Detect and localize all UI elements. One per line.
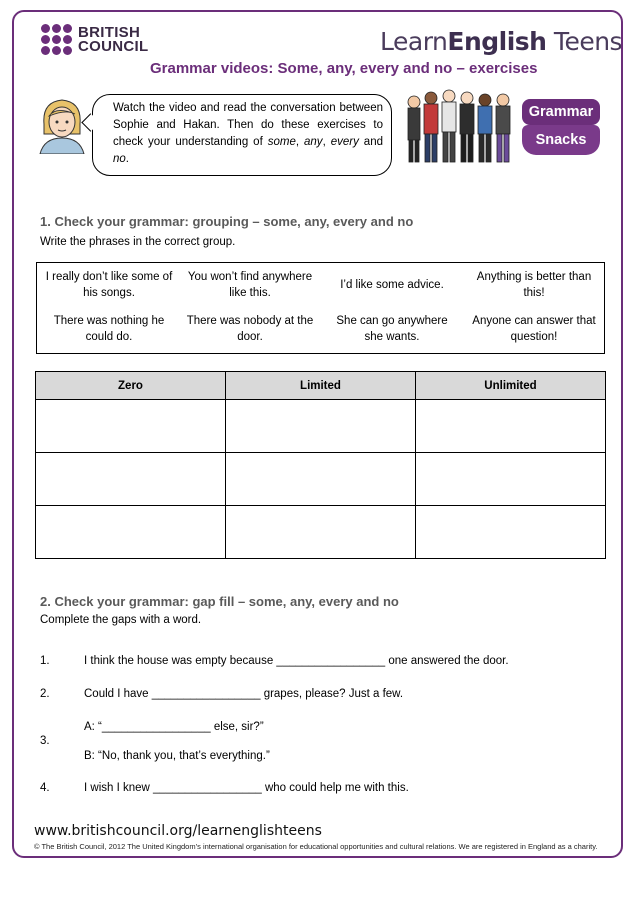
- gap-item-number: 1.: [40, 655, 50, 667]
- sophie-avatar-icon: [36, 94, 88, 154]
- grouping-table: [35, 371, 606, 559]
- gap-item-number: 2.: [40, 688, 50, 700]
- answer-cell[interactable]: [226, 400, 416, 453]
- bc-logo-line2: COUNCIL: [78, 37, 149, 55]
- intro-text: Watch the video and read the conversation between Sophie and Hakan. Then do these exercises to check your understanding of some, any, every and no.: [113, 102, 383, 165]
- section1-title: 1. Check your grammar: grouping – some, any, every and no: [40, 214, 414, 229]
- phrase-box: [36, 262, 605, 354]
- answer-cell[interactable]: [416, 453, 606, 506]
- table-row: [36, 506, 606, 559]
- column-header-zero: Zero: [36, 372, 226, 400]
- le-logo-part2: English: [447, 27, 547, 56]
- le-logo-part3: Teens: [546, 27, 623, 56]
- bc-logo-line1: BRITISH: [78, 23, 141, 41]
- footer-copyright: © The British Council, 2012 The United Kingdom’s international organisation for educational opportunities and cultural relations. We are registered in England as a charity.: [34, 842, 598, 851]
- gap-item-line-a: A: “_________________ else, sir?”: [84, 721, 264, 733]
- table-row: [36, 400, 606, 453]
- phrase-item: You won’t find anywhere like this.: [187, 271, 313, 299]
- footer-url[interactable]: www.britishcouncil.org/learnenglishteens: [34, 823, 322, 839]
- column-header-unlimited: Unlimited: [416, 372, 606, 400]
- gap-item-text: Could I have _________________ grapes, please? Just a few.: [84, 688, 404, 700]
- section1-subtitle: Write the phrases in the correct group.: [40, 236, 236, 248]
- answer-cell[interactable]: [36, 400, 226, 453]
- phrase-item: Anyone can answer that question!: [472, 315, 596, 343]
- gap-item-text: I wish I knew _________________ who could help me with this.: [84, 782, 409, 794]
- phrase-item: I’d like some advice.: [340, 279, 444, 291]
- grammar-snacks-logo: [522, 99, 600, 159]
- british-council-dots-icon: [41, 24, 72, 55]
- phrase-item: There was nothing he could do.: [53, 315, 165, 343]
- answer-cell[interactable]: [416, 400, 606, 453]
- phrase-item: I really don’t like some of his songs.: [45, 271, 173, 299]
- snacks-bottom-label: Snacks: [522, 125, 600, 155]
- gap-item-number: 4.: [40, 782, 50, 794]
- answer-cell[interactable]: [416, 506, 606, 559]
- section2-subtitle: Complete the gaps with a word.: [40, 614, 202, 626]
- gap-item-text: I think the house was empty because _________________ one answered the door.: [84, 655, 509, 667]
- answer-cell[interactable]: [226, 506, 416, 559]
- gap-item-line-b: B: “No, thank you, that’s everything.”: [84, 750, 270, 762]
- learnenglish-teens-logo: [380, 27, 622, 56]
- snacks-top-label: Grammar: [522, 99, 600, 125]
- teen-characters-illustration: [404, 88, 522, 166]
- answer-cell[interactable]: [226, 453, 416, 506]
- answer-cell[interactable]: [36, 506, 226, 559]
- phrase-item: She can go anywhere she wants.: [336, 315, 448, 343]
- column-header-limited: Limited: [226, 372, 416, 400]
- answer-cell[interactable]: [36, 453, 226, 506]
- phrase-item: Anything is better than this!: [476, 271, 592, 299]
- gap-item-number: 3.: [40, 735, 50, 747]
- le-logo-part1: Learn: [380, 27, 448, 56]
- section2-title: 2. Check your grammar: gap fill – some, any, every and no: [40, 594, 399, 609]
- british-council-logo: [41, 24, 148, 55]
- phrase-item: There was nobody at the door.: [186, 315, 314, 343]
- page-title: Grammar videos: Some, any, every and no – exercises: [150, 60, 538, 77]
- table-row: [36, 453, 606, 506]
